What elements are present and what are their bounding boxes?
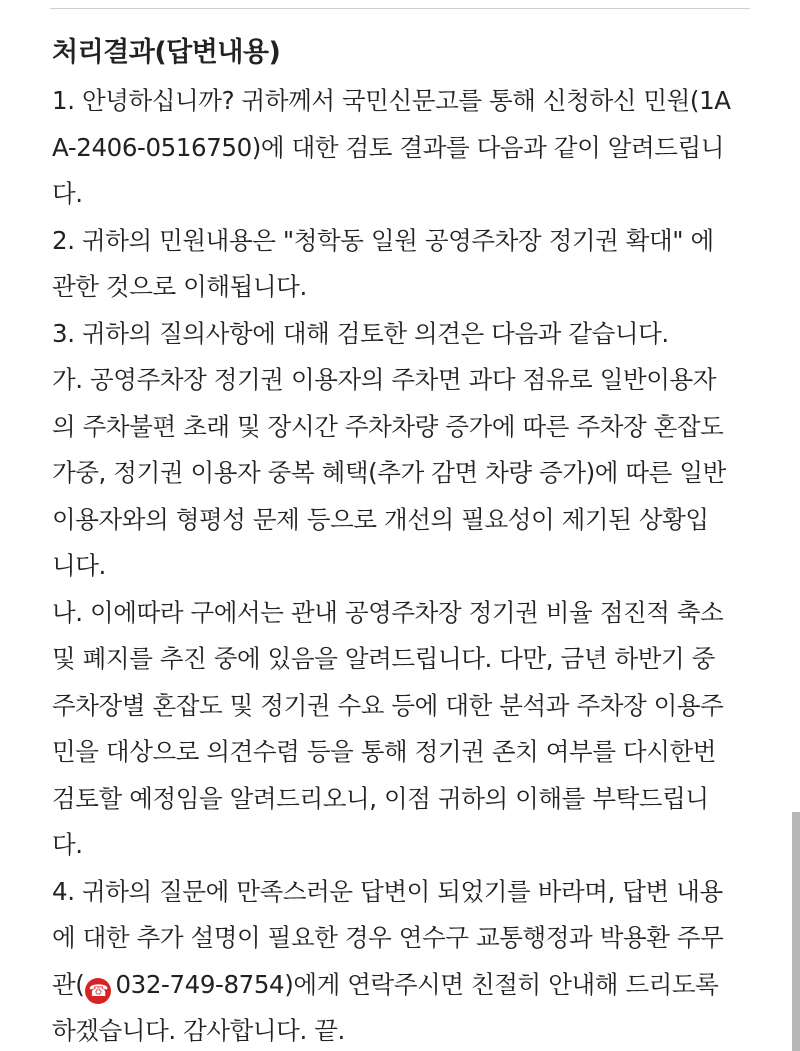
answer-line: 니다. — [52, 551, 106, 580]
phone-line — [52, 962, 752, 1009]
answer-line: 3. 귀하의 질의사항에 대해 검토한 의견은 다음과 같습니다. — [52, 318, 669, 348]
answer-line: 민을 대상으로 의견수렴 등을 통해 정기권 존치 여부를 다시한번 — [52, 737, 717, 766]
answer-line: 4. 귀하의 질문에 만족스러운 답변이 되었기를 바라며, 답변 내용 — [52, 876, 723, 906]
answer-line: 에 대한 추가 설명이 필요한 경우 연수구 교통행정과 박용환 주무 — [52, 923, 724, 952]
phone-icon: ☎ — [85, 978, 111, 1004]
answer-line: 가. 공영주차장 정기권 이용자의 주차면 과다 점유로 일반이용자 — [52, 365, 717, 394]
answer-section — [52, 30, 752, 1051]
phone-line-suffix: )에게 연락주시면 친절히 안내해 드리도록 — [284, 969, 719, 999]
answer-line: 하겠습니다. 감사합니다. 끝. — [52, 1016, 345, 1045]
answer-line: 검토할 예정임을 알려드리오니, 이점 귀하의 이해를 부탁드립니 — [52, 783, 709, 813]
answer-line: 관한 것으로 이해됩니다. — [52, 272, 307, 301]
answer-line: 가중, 정기권 이용자 중복 혜택(추가 감면 차량 증가)에 따른 일반 — [52, 458, 726, 487]
answer-line: 다. — [52, 179, 83, 208]
top-divider — [50, 8, 750, 9]
answer-line: 1. 안녕하십니까? 귀하께서 국민신문고를 통해 신청하신 민원(1A — [52, 86, 731, 115]
answer-line: 이용자와의 형평성 문제 등으로 개선의 필요성이 제기된 상황입 — [52, 504, 709, 534]
section-title: 처리결과(답변내용) — [52, 37, 281, 68]
answer-line: 의 주차불편 초래 및 장시간 주차차량 증가에 따른 주차장 혼잡도 — [52, 411, 724, 441]
answer-line: 주차장별 혼잡도 및 정기권 수요 등에 대한 분석과 주차장 이용주 — [52, 690, 724, 720]
answer-line: 다. — [52, 830, 83, 859]
answer-line: A-2406-0516750)에 대한 검토 결과를 다음과 같이 알려드립니 — [52, 132, 725, 162]
phone-line-prefix: 관( — [52, 969, 85, 999]
scrollbar-thumb[interactable] — [792, 812, 800, 1051]
answer-line: 2. 귀하의 민원내용은 "청학동 일원 공영주차장 정기권 확대" 에 — [52, 225, 714, 255]
scrollbar[interactable] — [792, 0, 800, 1051]
answer-body — [52, 78, 752, 1051]
answer-line: 및 폐지를 추진 중에 있음을 알려드립니다. 다만, 금년 하반기 중 — [52, 644, 715, 673]
phone-number: 032-749-8754 — [115, 969, 285, 999]
answer-line: 나. 이에따라 구에서는 관내 공영주차장 정기권 비율 점진적 축소 — [52, 597, 724, 627]
